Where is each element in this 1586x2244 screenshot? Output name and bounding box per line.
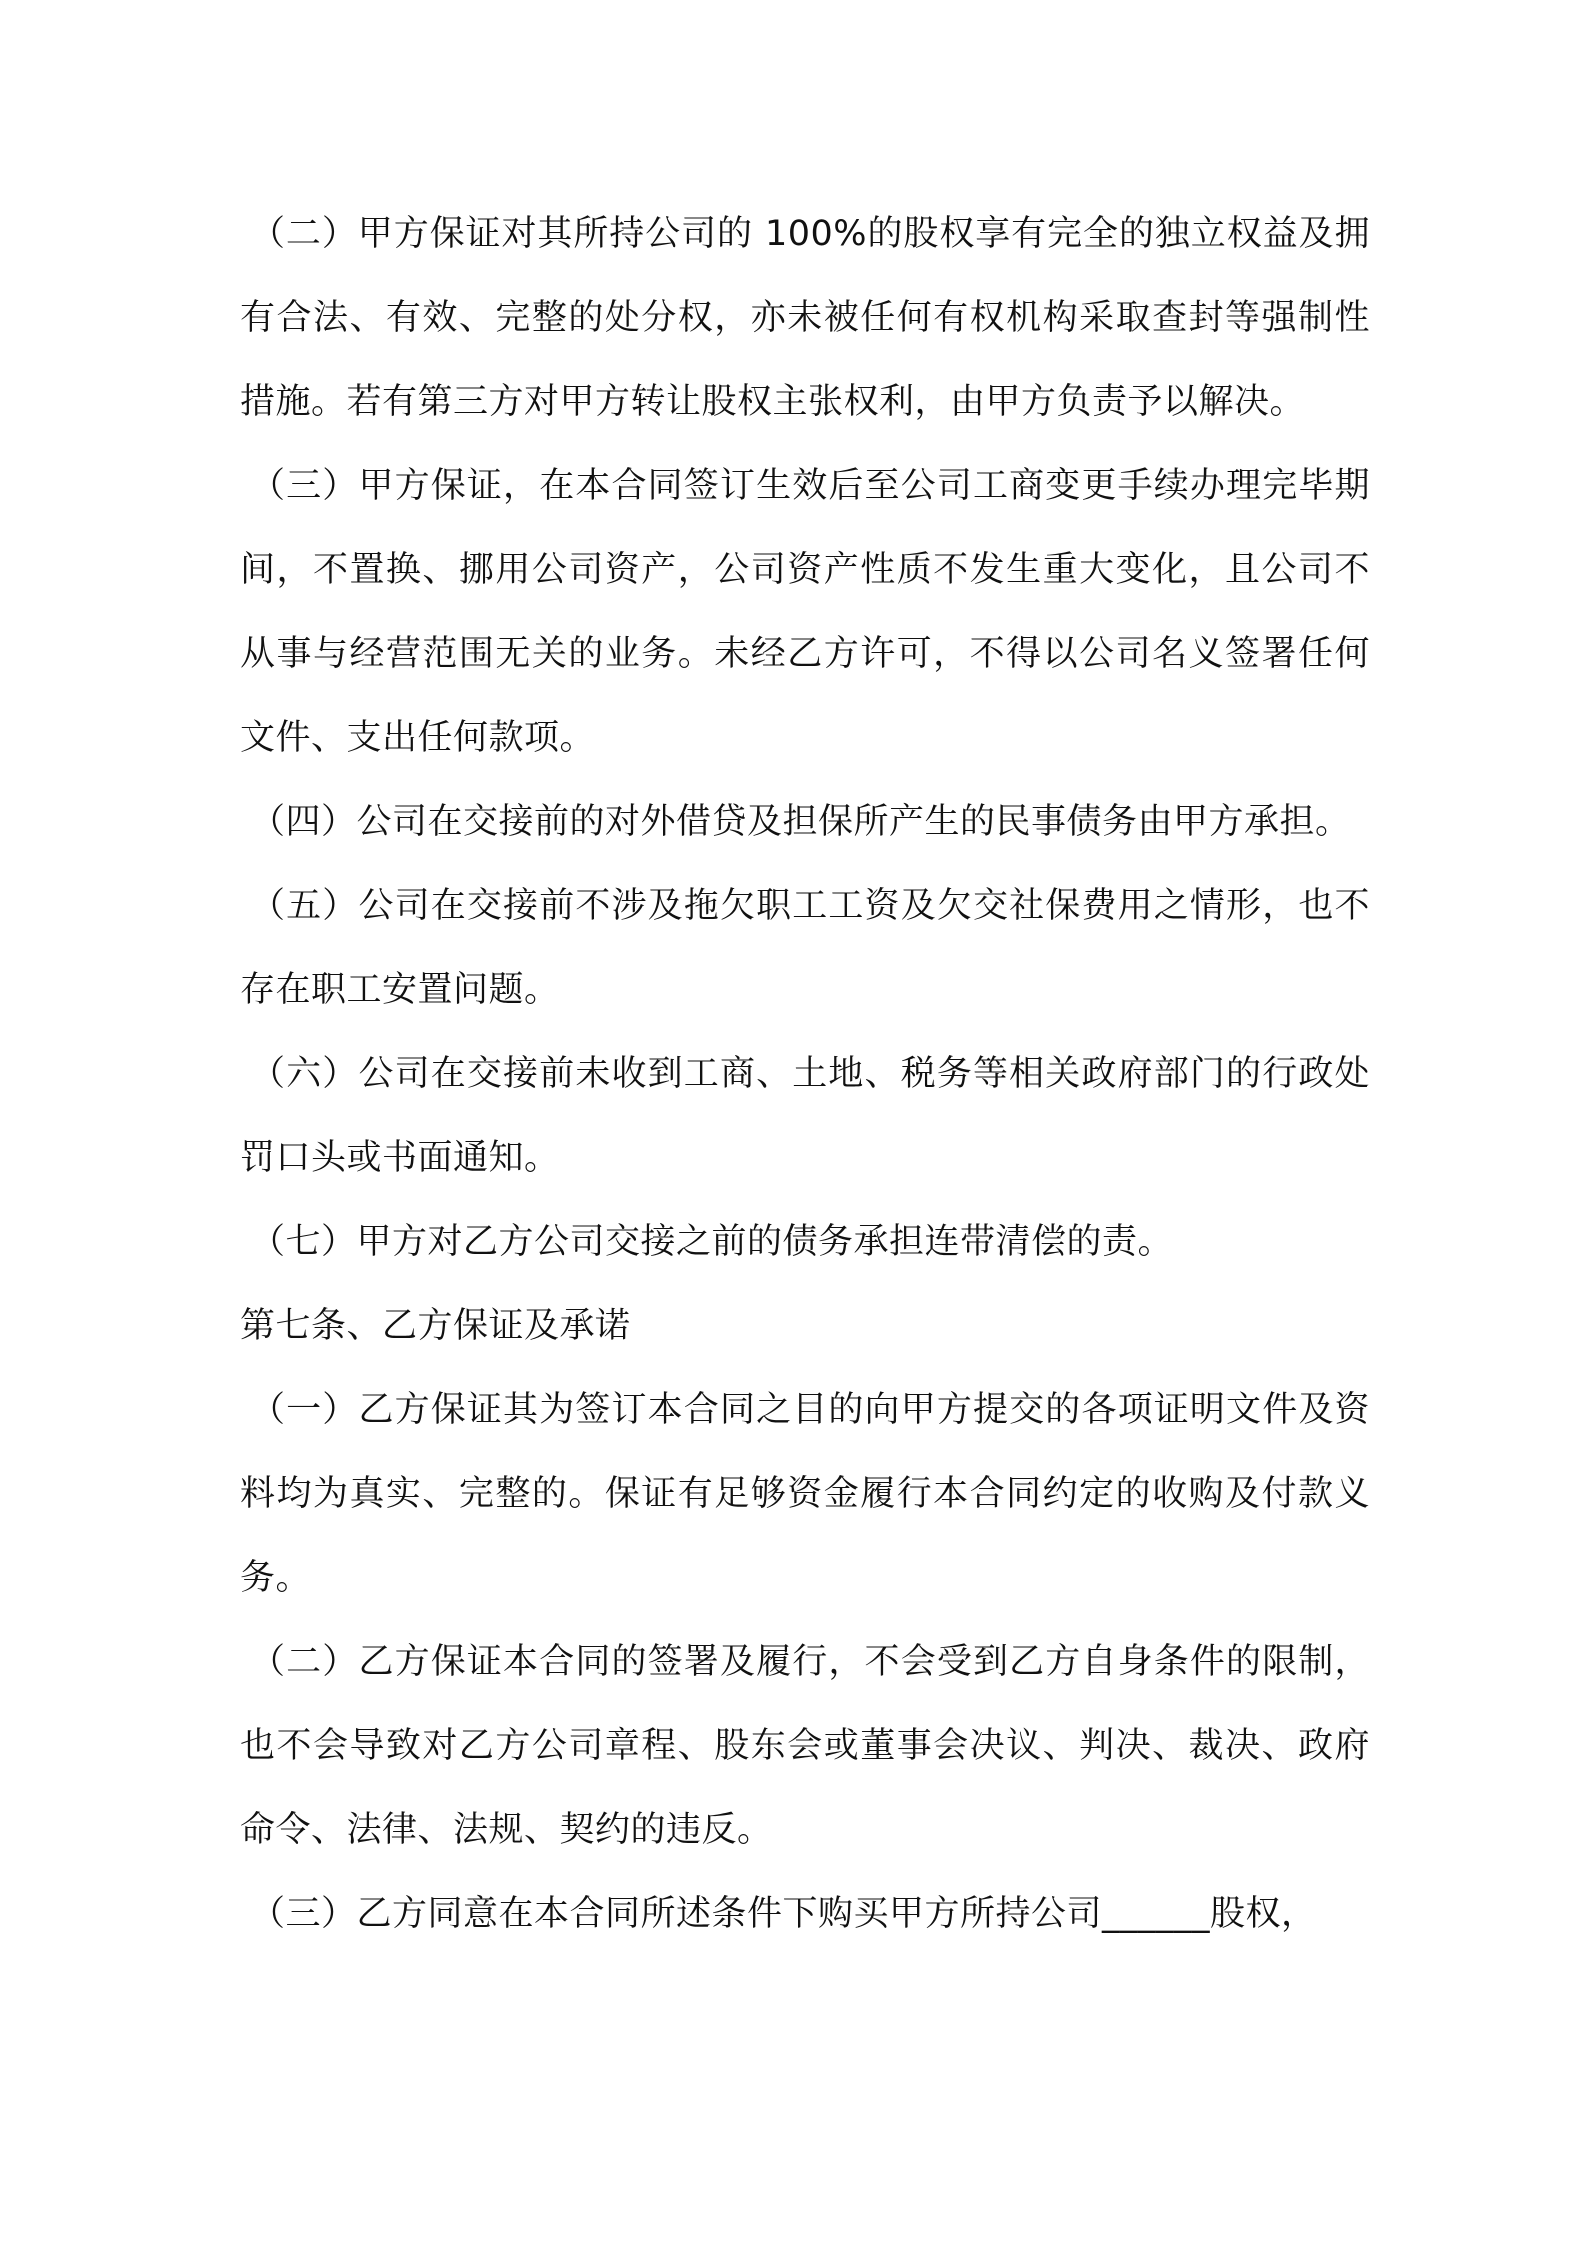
clause-paragraph: （三）甲方保证，在本合同签订生效后至公司工商变更手续办理完毕期间，不置换、挪用公司资产，公司资产性质不发生重大变化，且公司不从事与经营范围无关的业务。未经乙方许可，不得以公司名义签署任何文件、支出任何款项。	[240, 466, 1370, 758]
clause-paragraph: （七）甲方对乙方公司交接之前的债务承担连带清偿的责。	[250, 1222, 1174, 1262]
clause-paragraph: （四）公司在交接前的对外借贷及担保所产生的民事债务由甲方承担。	[250, 802, 1351, 842]
document-body	[240, 192, 1370, 1956]
clause-paragraph: （一）乙方保证其为签订本合同之目的向甲方提交的各项证明文件及资料均为真实、完整的。保证有足够资金履行本合同约定的收购及付款义务。	[240, 1390, 1370, 1598]
clause-paragraph: （二）乙方保证本合同的签署及履行，不会受到乙方自身条件的限制，也不会导致对乙方公司章程、股东会或董事会决议、判决、裁决、政府命令、法律、法规、契约的违反。	[240, 1642, 1370, 1850]
clause-paragraph: （五）公司在交接前不涉及拖欠职工工资及欠交社保费用之情形，也不存在职工安置问题。	[240, 886, 1370, 1010]
clause-paragraph: （六）公司在交接前未收到工商、土地、税务等相关政府部门的行政处罚口头或书面通知。	[240, 1054, 1370, 1178]
clause-paragraph: （二）甲方保证对其所持公司的 100%的股权享有完全的独立权益及拥有合法、有效、完整的处分权，亦未被任何有权机构采取查封等强制性措施。若有第三方对甲方转让股权主张权利，由甲方负责予以解决。	[240, 214, 1370, 422]
article-heading: 第七条、乙方保证及承诺	[240, 1306, 631, 1346]
clause-paragraph: （三）乙方同意在本合同所述条件下购买甲方所持公司______股权，	[250, 1894, 1317, 1934]
